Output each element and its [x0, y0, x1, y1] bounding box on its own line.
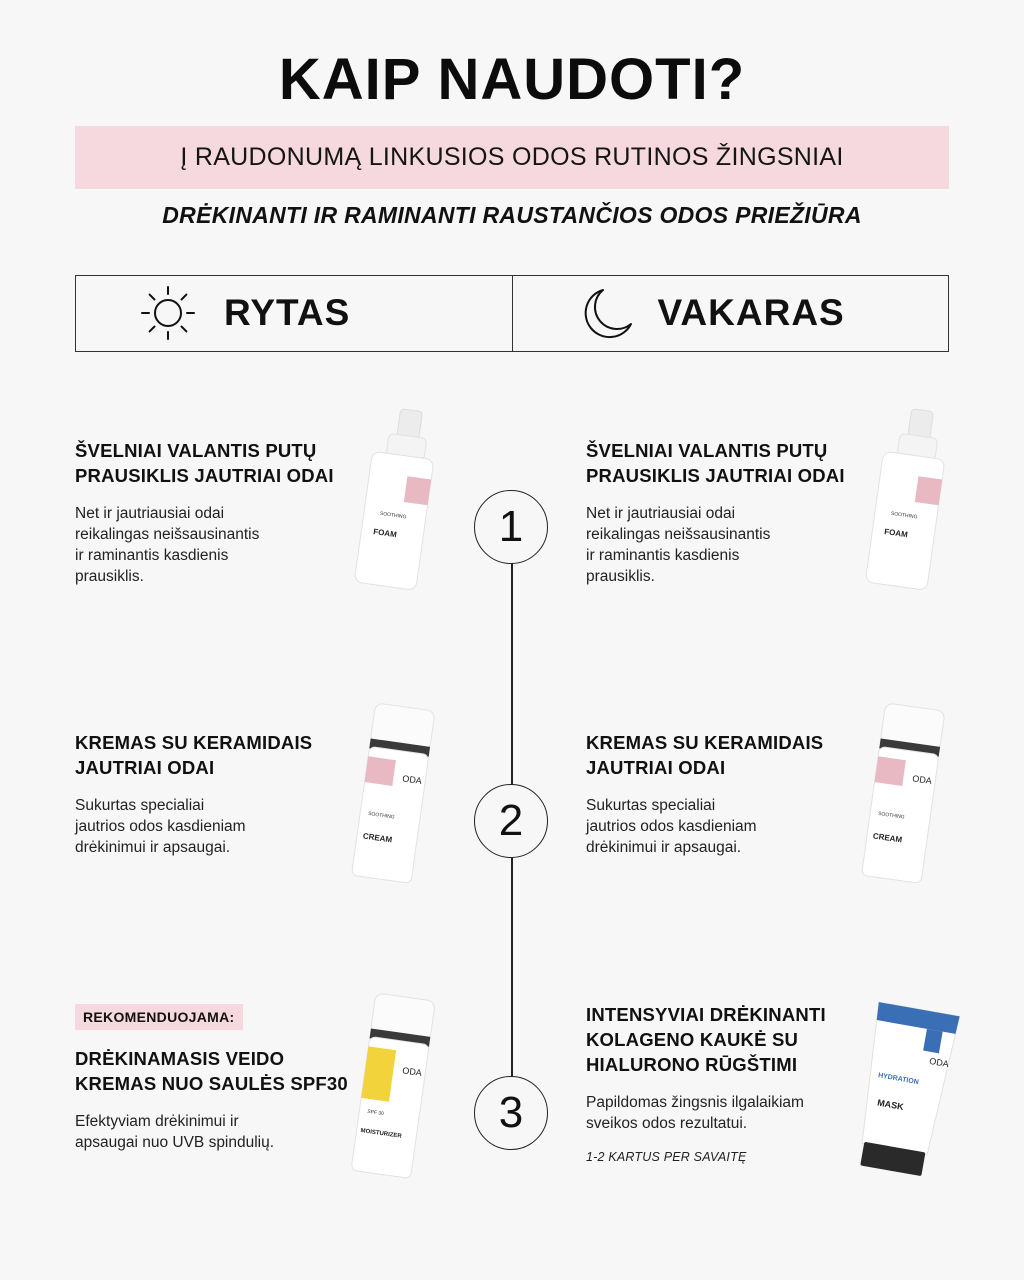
mask-frequency: 1-2 KARTUS PER SAVAITĘ: [586, 1150, 747, 1164]
cream-line-label: SOOTHING: [367, 810, 395, 821]
evening-header: [512, 276, 949, 351]
evening-label: VAKARAS: [657, 292, 845, 333]
spf-kind-label: MOISTURIZER: [360, 1128, 402, 1140]
morning-product-3-desc: Efektyviam drėkinimui ir apsaugai nuo UVB spindulių.: [75, 1113, 275, 1151]
mask-line-label: HYDRATION: [877, 1072, 920, 1087]
mask-kind-label: MASK: [876, 1097, 905, 1112]
recommended-badge: REKOMENDUOJAMA:: [75, 1004, 243, 1030]
cream-kind-label: CREAM: [362, 831, 393, 845]
spf-brand-label: ODA: [401, 1065, 423, 1078]
foam-line-label: SOOTHING: [379, 510, 407, 521]
collagen-mask-tube: [850, 1000, 960, 1180]
evening-product-3-title: INTENSYVIAI DRĖKINANTI KOLAGENO KAUKĖ SU HIALURONO RŪGŠTIMI: [586, 1004, 826, 1075]
morning-header: [76, 276, 512, 351]
routine-header: [75, 275, 949, 352]
step-2: 2: [474, 784, 548, 858]
cream-line-label-evening: SOOTHING: [877, 810, 905, 821]
step-1: 1: [474, 490, 548, 564]
evening-product-2-desc: Sukurtas specialiai jautrios odos kasdieniam drėkinimui ir apsaugai.: [586, 797, 757, 856]
foam-kind-label: FOAM: [372, 527, 398, 540]
foam-kind-label-evening: FOAM: [883, 527, 909, 540]
cream-brand-label: ODA: [401, 773, 423, 786]
evening-product-2-title: KREMAS SU KERAMIDAIS JAUTRIAI ODAI: [586, 732, 824, 778]
morning-product-3-title: DRĖKINAMASIS VEIDO KREMAS NUO SAULĖS SPF30: [75, 1048, 348, 1094]
moon-icon: [577, 284, 637, 344]
cream-kind-label-evening: CREAM: [872, 831, 903, 845]
evening-product-3-desc: Papildomas žingsnis ilgalaikiam sveikos odos rezultatui.: [586, 1094, 804, 1132]
ceramide-cream-bottle: [345, 700, 440, 890]
step-3: 3: [474, 1076, 548, 1150]
mask-brand-label: ODA: [928, 1055, 950, 1070]
evening-product-1-title: ŠVELNIAI VALANTIS PUTŲ PRAUSIKLIS JAUTRIAI ODAI: [586, 440, 845, 486]
ceramide-cream-bottle-evening: [855, 700, 950, 890]
routine-banner-text: Į RAUDONUMĄ LINKUSIOS ODOS RUTINOS ŽINGSNIAI: [180, 143, 844, 171]
morning-product-2-desc: Sukurtas specialiai jautrios odos kasdieniam drėkinimui ir apsaugai.: [75, 797, 246, 856]
spf-moisturizer-bottle: [345, 990, 440, 1185]
morning-label: RYTAS: [224, 292, 351, 333]
spf-line-label: SPF 30: [366, 1108, 385, 1118]
page-title: KAIP NAUDOTI?: [278, 47, 746, 112]
morning-product-1-desc: Net ir jautriausiai odai reikalingas neišsausinantis ir raminantis kasdienis prausiklis.: [75, 505, 260, 585]
sun-icon: [138, 283, 198, 343]
foam-cleanser-bottle-evening: [863, 405, 953, 595]
morning-product-2-title: KREMAS SU KERAMIDAIS JAUTRIAI ODAI: [75, 732, 313, 778]
routine-banner: [75, 126, 949, 189]
cream-brand-label-evening: ODA: [911, 773, 933, 786]
foam-cleanser-bottle: [352, 405, 442, 595]
evening-product-1-desc: Net ir jautriausiai odai reikalingas neišsausinantis ir raminantis kasdienis prausiklis.: [586, 505, 771, 585]
page-subtitle: DRĖKINANTI IR RAMINANTI RAUSTANČIOS ODOS PRIEŽIŪRA: [162, 202, 862, 228]
morning-product-1-title: ŠVELNIAI VALANTIS PUTŲ PRAUSIKLIS JAUTRIAI ODAI: [75, 440, 334, 486]
foam-line-label-evening: SOOTHING: [890, 510, 918, 521]
